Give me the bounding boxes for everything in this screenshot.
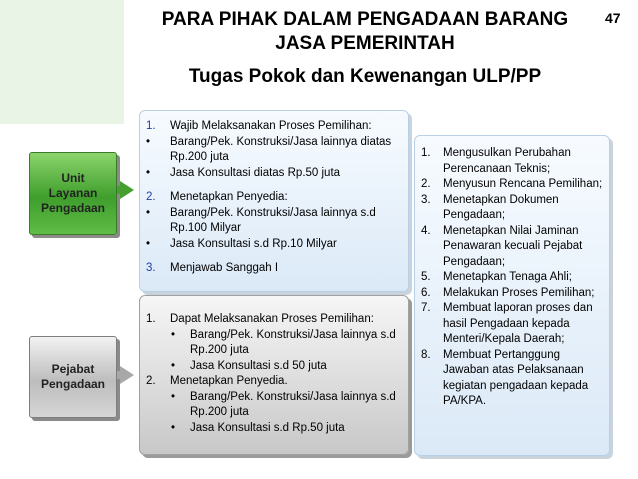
page-number: 47 (605, 10, 621, 26)
list-marker: 4. (421, 224, 431, 237)
list-item (146, 237, 402, 253)
list-item (421, 348, 603, 410)
list-item (146, 359, 402, 375)
list-marker: 5. (421, 271, 431, 283)
list-item (146, 312, 402, 328)
indent (146, 328, 166, 359)
list-marker: 3. (421, 193, 431, 206)
list-marker: 1. (146, 313, 156, 325)
list-text: Wajib Melaksanakan Proses Pemilihan: (170, 120, 372, 132)
list-item (421, 177, 603, 193)
indent (146, 359, 166, 375)
list-item (421, 286, 603, 302)
list-text: Barang/Pek. Konstruksi/Jasa lainnya s.d Rp.200 juta (190, 390, 396, 418)
list-item (421, 193, 603, 224)
list-marker: • (146, 237, 151, 250)
list-marker: 1. (146, 120, 156, 132)
list-item (146, 206, 402, 237)
ulp-additional-duties-box (414, 135, 610, 456)
list-text: Melakukan Proses Pemilihan; (443, 286, 595, 299)
indent (146, 421, 166, 437)
spacer (146, 181, 402, 190)
list-text: Membuat laporan proses dan hasil Pengadaan kepada Menteri/Kepala Daerah; (443, 302, 593, 345)
list-text: Barang/Pek. Konstruksi/Jasa lainnya diatas Rp.200 juta (170, 135, 392, 163)
pejabat-label: Pejabat Pengadaan (40, 362, 106, 391)
list-text: Membuat Pertanggung Jawaban atas Pelaksanaan kegiatan pengadaan kepada PA/KPA. (443, 348, 589, 407)
list-text: Jasa Konsultasi s.d 50 juta (190, 359, 327, 372)
indent (146, 390, 166, 421)
list-item (146, 190, 402, 206)
left-background-tint (0, 0, 124, 124)
list-item (146, 374, 402, 390)
list-item (146, 166, 402, 182)
list-text: Jasa Konsultasi s.d Rp.50 juta (190, 421, 345, 434)
list-text: Menetapkan Penyedia. (170, 375, 288, 387)
list-marker: • (170, 359, 176, 372)
list-item (421, 146, 603, 177)
list-text: Mengusulkan Perubahan Perencanaan Teknis; (443, 147, 571, 175)
list-text: Menyusun Rencana Pemilihan; (443, 178, 603, 190)
list-item (421, 270, 603, 286)
list-text: Menetapkan Dokumen Pengadaan; (443, 193, 559, 221)
list-item (146, 328, 402, 359)
list-text: Barang/Pek. Konstruksi/Jasa lainnya s.d Rp.200 juta (190, 328, 396, 356)
list-marker: • (170, 328, 176, 341)
list-text: Menetapkan Penyedia: (170, 191, 288, 203)
list-text: Menetapkan Nilai Jaminan Penawaran kecuali Pejabat Pengadaan; (443, 224, 583, 268)
spacer (146, 252, 402, 261)
list-marker: • (170, 390, 176, 403)
unit-layanan-pengadaan-button[interactable] (29, 152, 117, 235)
title-line-1: PARA PIHAK DALAM PENGADAAN BARANG (161, 9, 569, 30)
list-item (146, 261, 402, 277)
pejabat-pengadaan-button[interactable] (29, 336, 117, 418)
list-text: Menjawab Sanggah I (170, 262, 279, 274)
pejabat-arrow-icon (120, 366, 134, 384)
list-item (146, 135, 402, 166)
list-item (146, 421, 402, 437)
list-item (146, 390, 402, 421)
list-text: Jasa Konsultasi diatas Rp.50 juta (170, 166, 341, 179)
ulp-duties-box (139, 110, 409, 292)
list-text: Barang/Pek. Konstruksi/Jasa lainnya s.d Rp.100 Milyar (170, 206, 376, 234)
list-marker: • (170, 421, 176, 434)
title-line-2: JASA PEMERINTAH (275, 33, 455, 54)
pp-duties-box (139, 295, 409, 455)
unit-label: Unit Layanan Pengadaan (40, 171, 106, 215)
list-text: Jasa Konsultasi s.d Rp.10 Milyar (170, 237, 337, 250)
list-item (421, 224, 603, 271)
list-marker: 8. (421, 348, 431, 361)
page-subtitle: Tugas Pokok dan Kewenangan ULP/PP (188, 66, 542, 87)
unit-arrow-icon (120, 181, 134, 199)
list-text: Dapat Melaksanakan Proses Pemilihan: (170, 313, 374, 325)
page-title (130, 8, 600, 56)
list-marker: 2. (421, 178, 431, 190)
list-text: Menetapkan Tenaga Ahli; (443, 271, 572, 283)
list-marker: 2. (146, 375, 156, 387)
list-marker: 3. (146, 262, 156, 274)
list-marker: 6. (421, 286, 431, 299)
list-marker: • (146, 166, 151, 179)
list-item (421, 301, 603, 348)
list-marker: • (146, 135, 151, 148)
list-marker: 1. (421, 147, 431, 159)
list-marker: 2. (146, 191, 156, 203)
list-marker: • (146, 206, 151, 219)
list-marker: 7. (421, 302, 431, 314)
list-item (146, 119, 402, 135)
